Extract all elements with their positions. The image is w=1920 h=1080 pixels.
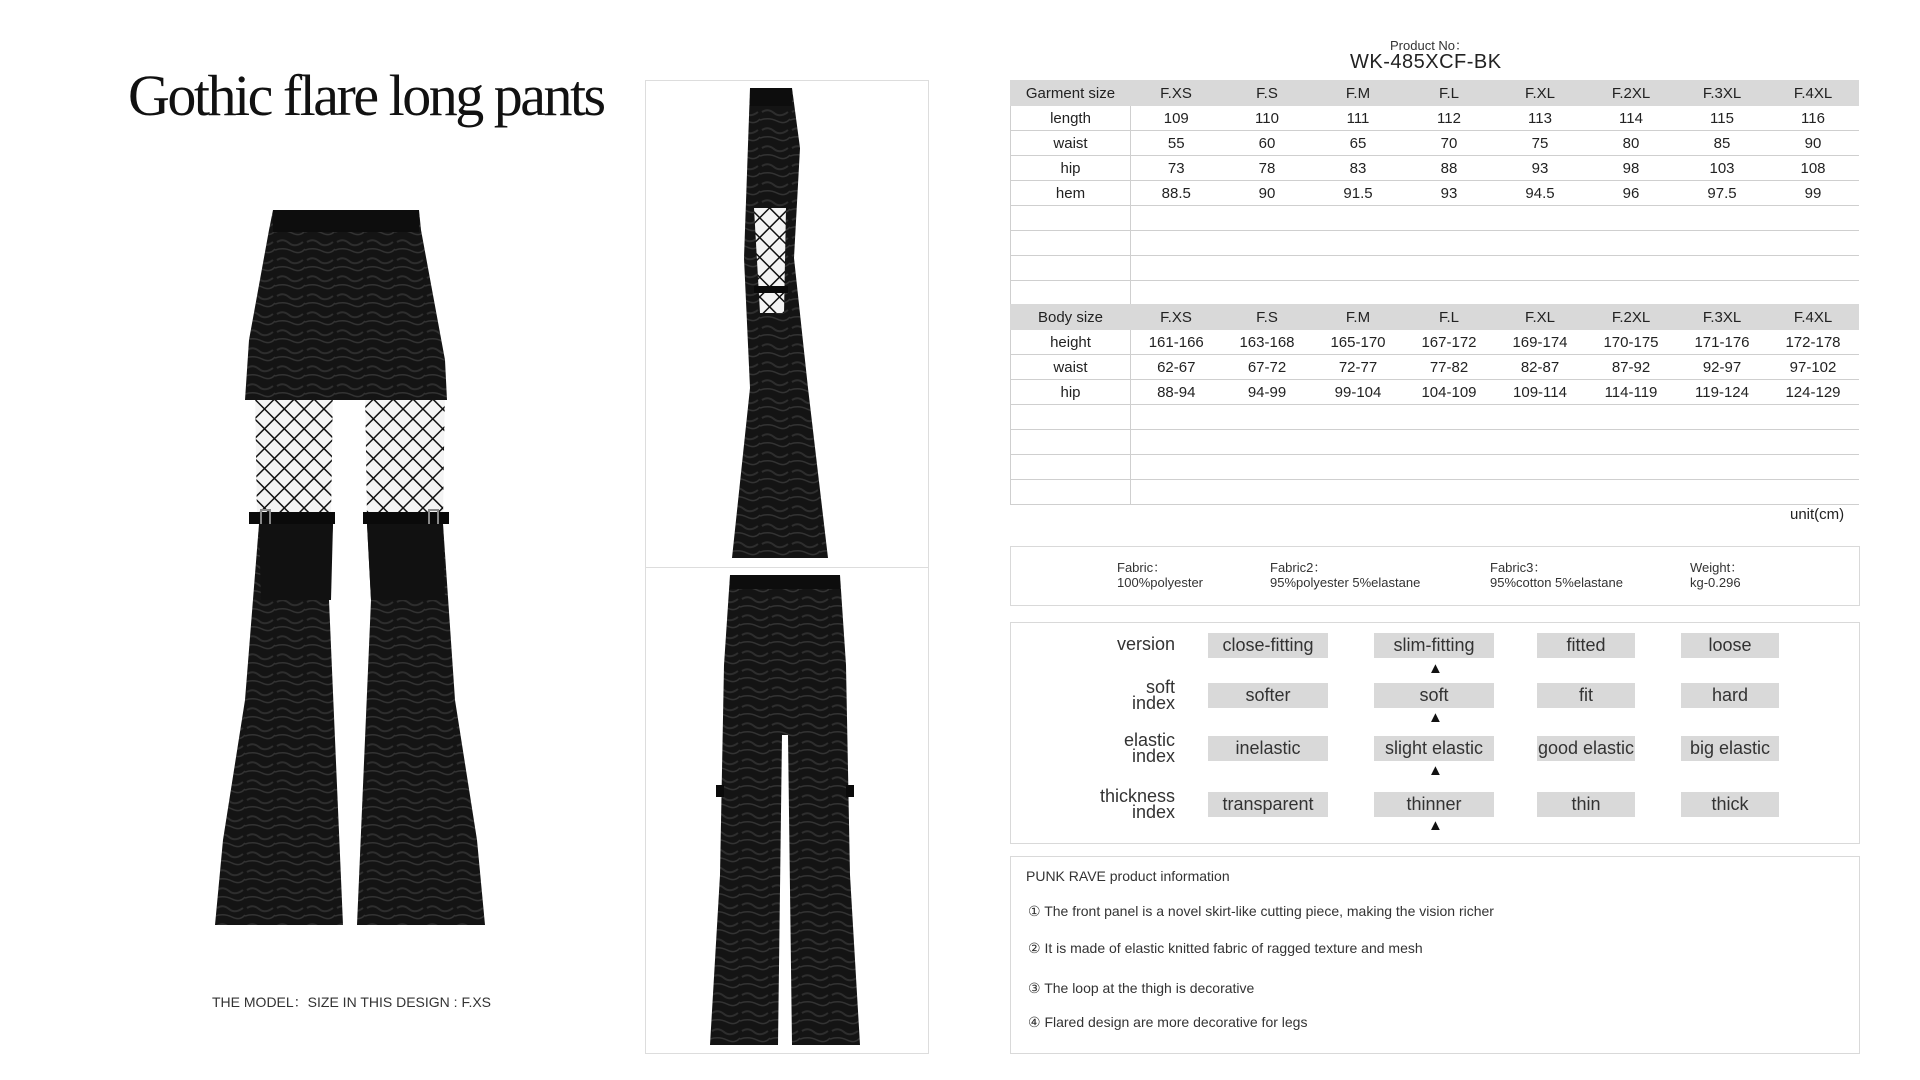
table-cell: 80	[1586, 131, 1677, 156]
fabric-3-value: 95%cotton 5%elastane	[1490, 575, 1623, 590]
table-header-cell: F.4XL	[1768, 305, 1859, 330]
option-chip: soft	[1374, 683, 1494, 708]
fabric-2	[1270, 560, 1420, 590]
table-cell: 90	[1768, 131, 1859, 156]
index-label-line: index	[1131, 746, 1175, 766]
empty-row	[1011, 455, 1859, 480]
table-cell: 93	[1495, 156, 1586, 181]
table-header-cell: Body size	[1011, 305, 1131, 330]
table-cell: 87-92	[1586, 355, 1677, 380]
table-header-cell: F.M	[1313, 305, 1404, 330]
table-cell: 112	[1404, 106, 1495, 131]
empty-row	[1011, 430, 1859, 455]
table-cell: 94.5	[1495, 181, 1586, 206]
table-cell: 97-102	[1768, 355, 1859, 380]
table-row	[1011, 106, 1859, 131]
table-cell: 114-119	[1586, 380, 1677, 405]
index-label-elastic	[1085, 732, 1175, 764]
triangle-up-icon: ▲	[1428, 660, 1443, 677]
table-cell: 92-97	[1677, 355, 1768, 380]
table-cell: 167-172	[1404, 330, 1495, 355]
option-chip: fitted	[1537, 633, 1635, 658]
table-cell: 169-174	[1495, 330, 1586, 355]
table-cell: 75	[1495, 131, 1586, 156]
table-header-cell: F.XL	[1495, 305, 1586, 330]
option-chip: good elastic	[1537, 736, 1635, 761]
table-header-cell: F.2XL	[1586, 81, 1677, 106]
table-cell: 161-166	[1131, 330, 1222, 355]
product-number: WK-485XCF-BK	[1350, 51, 1502, 73]
body-size-table	[1010, 304, 1859, 505]
model-size-note: THE MODEL：SIZE IN THIS DESIGN : F.XS	[212, 994, 492, 1010]
product-number-label: Product No：	[1390, 38, 1469, 53]
garment-size-header-row	[1011, 81, 1859, 106]
table-cell: 88-94	[1131, 380, 1222, 405]
option-chip: thick	[1681, 792, 1779, 817]
product-info-item: ② It is made of elastic knitted fabric of ragged texture and mesh	[1028, 940, 1423, 956]
option-chip: close-fitting	[1208, 633, 1328, 658]
table-cell: 170-175	[1586, 330, 1677, 355]
table-header-cell: F.3XL	[1677, 305, 1768, 330]
table-cell: 62-67	[1131, 355, 1222, 380]
fabric-1-label: Fabric：	[1117, 560, 1167, 575]
fabric-1-value: 100%polyester	[1117, 575, 1203, 590]
empty-row	[1011, 480, 1859, 505]
index-label-line: soft	[1145, 677, 1175, 697]
unit-label: unit(cm)	[1790, 506, 1845, 523]
table-header-cell: F.4XL	[1768, 81, 1859, 106]
weight-label: Weight：	[1690, 560, 1744, 575]
table-cell: 171-176	[1677, 330, 1768, 355]
weight	[1690, 560, 1743, 590]
empty-row	[1011, 256, 1859, 281]
fabric-2-label: Fabric2：	[1270, 560, 1327, 575]
table-header-cell: F.3XL	[1677, 81, 1768, 106]
table-cell: 110	[1222, 106, 1313, 131]
empty-row	[1011, 281, 1859, 306]
option-chip: fit	[1537, 683, 1635, 708]
table-cell: 99	[1768, 181, 1859, 206]
table-cell: 85	[1677, 131, 1768, 156]
index-label-version	[1085, 636, 1175, 652]
option-chip: hard	[1681, 683, 1779, 708]
weight-value: kg-0.296	[1690, 575, 1741, 590]
index-label-soft	[1085, 679, 1175, 711]
table-cell: 103	[1677, 156, 1768, 181]
table-cell: 119-124	[1677, 380, 1768, 405]
table-cell: 83	[1313, 156, 1404, 181]
triangle-up-icon: ▲	[1428, 817, 1443, 834]
table-cell: 60	[1222, 131, 1313, 156]
option-chip: transparent	[1208, 792, 1328, 817]
table-cell: 99-104	[1313, 380, 1404, 405]
table-row-label: waist	[1011, 131, 1131, 156]
option-chip: slight elastic	[1374, 736, 1494, 761]
table-cell: 88	[1404, 156, 1495, 181]
table-header-cell: F.M	[1313, 81, 1404, 106]
table-cell: 108	[1768, 156, 1859, 181]
product-info-item: ③ The loop at the thigh is decorative	[1028, 980, 1255, 996]
table-row-label: hip	[1011, 156, 1131, 181]
table-row	[1011, 380, 1859, 405]
index-label-line: thickness	[1099, 786, 1175, 806]
table-cell: 73	[1131, 156, 1222, 181]
index-label-line: index	[1131, 802, 1175, 822]
table-cell: 88.5	[1131, 181, 1222, 206]
table-header-cell: Garment size	[1011, 81, 1131, 106]
fabric-3-label: Fabric3：	[1490, 560, 1547, 575]
fabric-2-value: 95%polyester 5%elastane	[1270, 575, 1421, 590]
table-row-label: length	[1011, 106, 1131, 131]
table-header-cell: F.S	[1222, 305, 1313, 330]
table-cell: 111	[1313, 106, 1404, 131]
index-label-line: index	[1131, 693, 1175, 713]
product-info-heading: PUNK RAVE product information	[1026, 868, 1230, 884]
option-chip: inelastic	[1208, 736, 1328, 761]
table-cell: 124-129	[1768, 380, 1859, 405]
product-info-item: ① The front panel is a novel skirt-like cutting piece, making the vision richer	[1028, 903, 1494, 919]
option-chip: big elastic	[1681, 736, 1779, 761]
table-cell: 109-114	[1495, 380, 1586, 405]
photo-divider	[645, 567, 929, 568]
triangle-up-icon: ▲	[1428, 762, 1443, 779]
table-header-cell: F.L	[1404, 81, 1495, 106]
table-cell: 97.5	[1677, 181, 1768, 206]
table-cell: 104-109	[1404, 380, 1495, 405]
table-cell: 55	[1131, 131, 1222, 156]
table-cell: 91.5	[1313, 181, 1404, 206]
table-header-cell: F.L	[1404, 305, 1495, 330]
table-header-cell: F.2XL	[1586, 305, 1677, 330]
table-cell: 67-72	[1222, 355, 1313, 380]
table-cell: 98	[1586, 156, 1677, 181]
table-cell: 113	[1495, 106, 1586, 131]
table-header-cell: F.XS	[1131, 81, 1222, 106]
side-product-photo	[730, 88, 830, 558]
table-cell: 94-99	[1222, 380, 1313, 405]
table-row	[1011, 355, 1859, 380]
table-cell: 82-87	[1495, 355, 1586, 380]
table-cell: 65	[1313, 131, 1404, 156]
front-product-photo	[215, 200, 485, 930]
option-chip: slim-fitting	[1374, 633, 1494, 658]
body-size-header-row	[1011, 305, 1859, 330]
table-cell: 115	[1677, 106, 1768, 131]
table-cell: 96	[1586, 181, 1677, 206]
fabric-1	[1117, 560, 1203, 590]
table-row	[1011, 156, 1859, 181]
table-row-label: waist	[1011, 355, 1131, 380]
back-product-photo	[710, 575, 860, 1045]
empty-row	[1011, 405, 1859, 430]
table-row-label: hip	[1011, 380, 1131, 405]
table-cell: 77-82	[1404, 355, 1495, 380]
table-header-cell: F.XL	[1495, 81, 1586, 106]
product-info-item: ④ Flared design are more decorative for legs	[1028, 1014, 1308, 1030]
table-cell: 109	[1131, 106, 1222, 131]
table-cell: 72-77	[1313, 355, 1404, 380]
fabric-3	[1490, 560, 1623, 590]
table-cell: 165-170	[1313, 330, 1404, 355]
table-row	[1011, 181, 1859, 206]
table-cell: 114	[1586, 106, 1677, 131]
empty-row	[1011, 231, 1859, 256]
option-chip: softer	[1208, 683, 1328, 708]
table-header-cell: F.XS	[1131, 305, 1222, 330]
table-row-label: height	[1011, 330, 1131, 355]
triangle-up-icon: ▲	[1428, 709, 1443, 726]
table-cell: 93	[1404, 181, 1495, 206]
table-cell: 163-168	[1222, 330, 1313, 355]
option-chip: loose	[1681, 633, 1779, 658]
index-label-line: version	[1116, 634, 1175, 654]
table-cell: 78	[1222, 156, 1313, 181]
empty-row	[1011, 206, 1859, 231]
table-cell: 116	[1768, 106, 1859, 131]
table-row-label: hem	[1011, 181, 1131, 206]
table-row	[1011, 131, 1859, 156]
index-label-line: elastic	[1123, 730, 1175, 750]
garment-size-table	[1010, 80, 1859, 306]
option-chip: thin	[1537, 792, 1635, 817]
table-cell: 90	[1222, 181, 1313, 206]
table-cell: 70	[1404, 131, 1495, 156]
index-label-thickness	[1085, 788, 1175, 820]
table-cell: 172-178	[1768, 330, 1859, 355]
option-chip: thinner	[1374, 792, 1494, 817]
table-header-cell: F.S	[1222, 81, 1313, 106]
page-title: Gothic flare long pants	[128, 63, 604, 128]
table-row	[1011, 330, 1859, 355]
